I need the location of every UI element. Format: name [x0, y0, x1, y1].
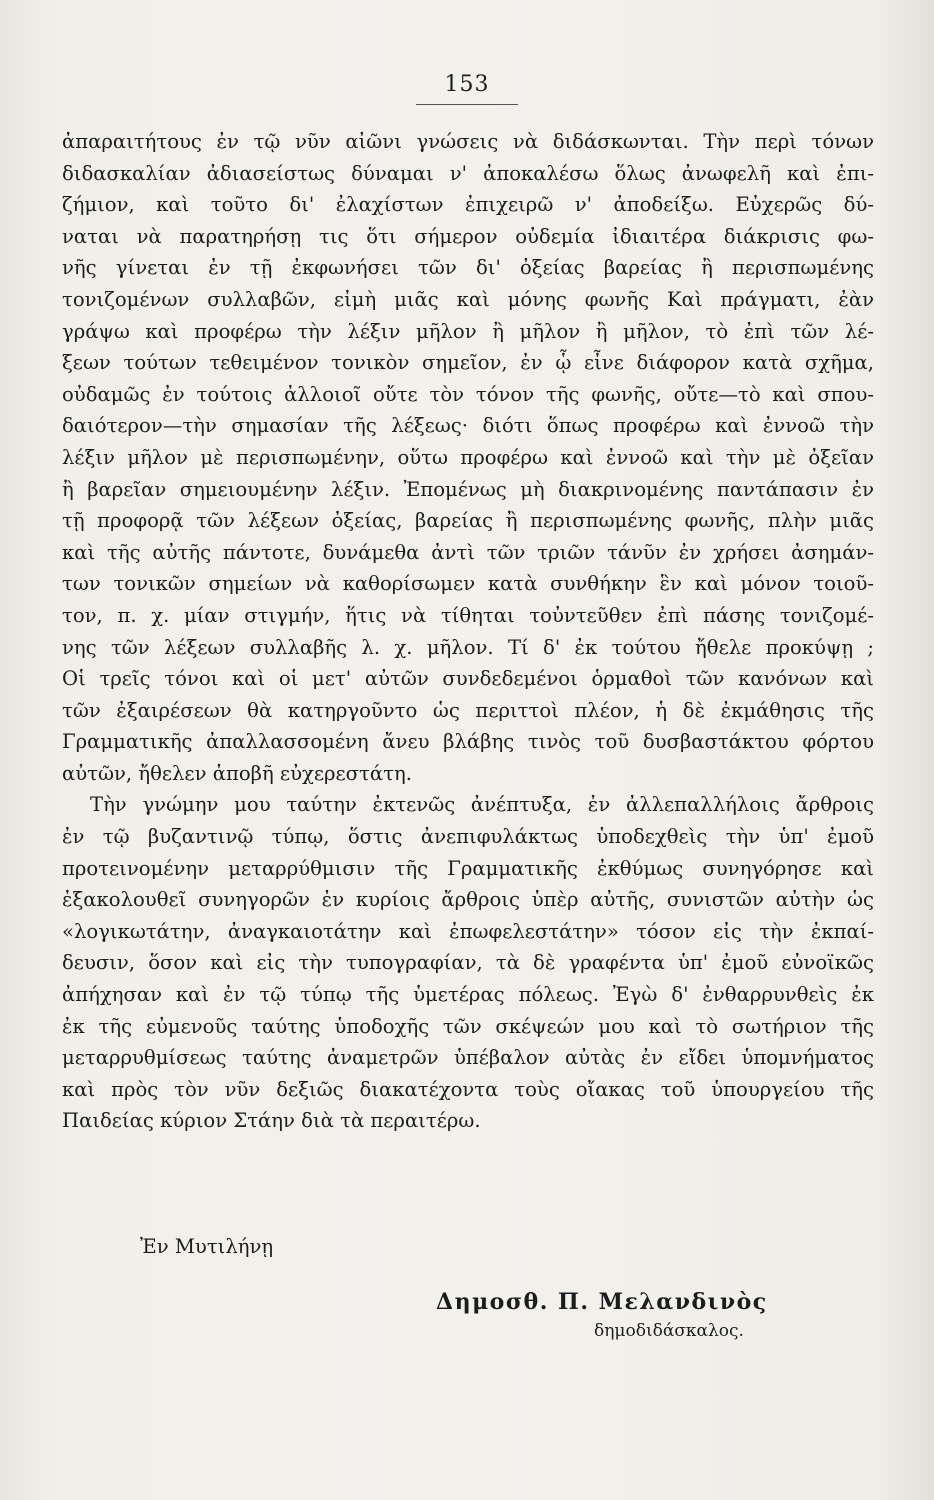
text-line: λέξιν μῆλον μὲ περισπωμένην, οὕτω προφέρω καὶ ἐννοῶ καὶ τὴν μὲ ὀξεῖαν [62, 445, 874, 469]
text-line: αὐτῶν, ἤθελεν ἀποβῆ εὐχερεστάτη. [62, 761, 412, 785]
text-line: ἀπήχησαν καὶ ἐν τῷ τύπῳ τῆς ὑμετέρας πόλεως. Ἐγὼ δ' ἐνθαρρυνθεὶς ἐκ [62, 983, 874, 1007]
text-line: νῆς γίνεται ἐν τῇ ἐκφωνήσει τῶν δι' ὀξείας βαρείας ἢ περισπωμένης [62, 256, 874, 280]
text-line: μεταρρυθμίσεως ταύτης ἀναμετρῶν ὑπέβαλον αὐτὰς ἐν εἴδει ὑπομνήματος [62, 1046, 874, 1070]
signer-role: δημοδιδάσκαλος. [594, 1321, 744, 1341]
text-line: ναται νὰ παρατηρήσῃ τις ὅτι σήμερον οὐδεμία ἰδιαιτέρα διάκρισις φω- [62, 224, 874, 248]
text-line: Γραμματικῆς ἀπαλλασσομένη ἄνευ βλάβης τινὸς τοῦ δυσβαστάκτου φόρτου [62, 730, 874, 754]
text-line: ἐν τῷ βυζαντινῷ τύπῳ, ὅστις ἀνεπιφυλάκτως ὑποδεχθεὶς τὴν ὑπ' ἐμοῦ [62, 825, 874, 849]
text-line: ἢ βαρεῖαν σημειουμένην λέξιν. Ἐπομένως μὴ διακρινομένης παντάπασιν ἐν [62, 477, 874, 501]
text-line: οὐδαμῶς ἐν τούτοις ἀλλοιοῖ οὔτε τὸν τόνον τῆς φωνῆς, οὔτε—τὸ καὶ σπου- [62, 382, 874, 406]
page-number: 153 [444, 72, 490, 97]
text-line: καὶ τῆς αὐτῆς πάντοτε, δυνάμεθα ἀντὶ τῶν τριῶν τάνῦν ἐν χρήσει ἀσημάν- [62, 540, 874, 564]
text-line: τῶν ἐξαιρέσεων θὰ κατηργοῦντο ὡς περιττοὶ πλέον, ἡ δὲ ἐκμάθησις τῆς [62, 698, 874, 722]
text-line: ζήμιον, καὶ τοῦτο δι' ἐλαχίστων ἐπιχειρῶ ν' ἀποδείξω. Εὐχερῶς δύ- [62, 193, 874, 217]
text-line: Τὴν γνώμην μου ταύτην ἐκτενῶς ἀνέπτυξα, ἐν ἀλλεπαλλήλοις ἄρθροις [90, 793, 874, 817]
text-line: τῇ προφορᾷ τῶν λέξεων ὀξείας, βαρείας ἢ περισπωμένης φωνῆς, πλὴν μιᾶς [62, 509, 874, 533]
text-line: των τονικῶν σημείων νὰ καθορίσωμεν κατὰ συνθήκην ἓν καὶ μόνον τοιοῦ- [62, 572, 874, 596]
text-line: γράψω καὶ προφέρω τὴν λέξιν μῆλον ἢ μῆλον ἢ μῆλον, τὸ ἐπὶ τῶν λέ- [62, 319, 874, 343]
text-line: τονιζομένων συλλαβῶν, εἰμὴ μιᾶς καὶ μόνης φωνῆς Καὶ πράγματι, ἐὰν [62, 287, 874, 311]
text-line: δευσιν, ὅσον καὶ εἰς τὴν τυπογραφίαν, τὰ δὲ γραφέντα ὑπ' ἐμοῦ εὐνοϊκῶς [62, 951, 874, 975]
text-line: προτεινομένην μεταρρύθμισιν τῆς Γραμματικῆς ἐκθύμως συνηγόρησε καὶ [62, 856, 874, 880]
text-line: καὶ πρὸς τὸν νῦν δεξιῶς διακατέχοντα τοὺς οἴακας τοῦ ὑπουργείου τῆς [62, 1077, 874, 1101]
body-text [62, 126, 874, 1137]
text-line: δαιότερον—τὴν σημασίαν τῆς λέξεως· διότι ὅπως προφέρω καὶ ἐννοῶ τὴν [62, 414, 874, 438]
text-line: ἐξακολουθεῖ συνηγορῶν ἐν κυρίοις ἄρθροις ὑπὲρ αὐτῆς, συνιστῶν αὐτὴν ὡς [62, 888, 874, 912]
text-line: νης τῶν λέξεων συλλαβῆς λ. χ. μῆλον. Τί δ' ἐκ τούτου ἤθελε προκύψῃ ; [62, 635, 874, 659]
text-line: διδασκαλίαν ἀδιασείστως δύναμαι ν' ἀποκαλέσω ὅλως ἀνωφελῆ καὶ ἐπι- [62, 161, 874, 185]
text-line: ἀπαραιτήτους ἐν τῷ νῦν αἰῶνι γνώσεις νὰ διδάσκωνται. Τὴν περὶ τόνων [62, 130, 874, 153]
text-line: τον, π. χ. μίαν στιγμήν, ἥτις νὰ τίθηται τοὐντεῦθεν ἐπὶ πάσης τονιζομέ- [62, 603, 874, 627]
text-line: «λογικωτάτην, ἀναγκαιοτάτην καὶ ἐπωφελεστάτην» τόσον εἰς τὴν ἐκπαί- [62, 919, 874, 943]
text-line: ἐκ τῆς εὐμενοῦς ταύτης ὑποδοχῆς τῶν σκέψεών μου καὶ τὸ σωτήριον τῆς [62, 1014, 874, 1038]
header-rule [416, 104, 518, 105]
text-line: ξεων τούτων τεθειμένον τονικὸν σημεῖον, ἐν ᾧ εἶνε διάφορον κατὰ σχῆμα, [62, 351, 874, 375]
signature: Δημοσθ. Π. Μελανδινὸς [436, 1289, 768, 1315]
text-line: Οἱ τρεῖς τόνοι καὶ οἱ μετ' αὐτῶν συνδεδεμένοι ὁρμαθοὶ τῶν κανόνων καὶ [62, 667, 874, 691]
text-line: Παιδείας κύριον Στάην διὰ τὰ περαιτέρω. [62, 1109, 481, 1133]
place-line: Ἐν Μυτιλήνῃ [140, 1235, 274, 1258]
